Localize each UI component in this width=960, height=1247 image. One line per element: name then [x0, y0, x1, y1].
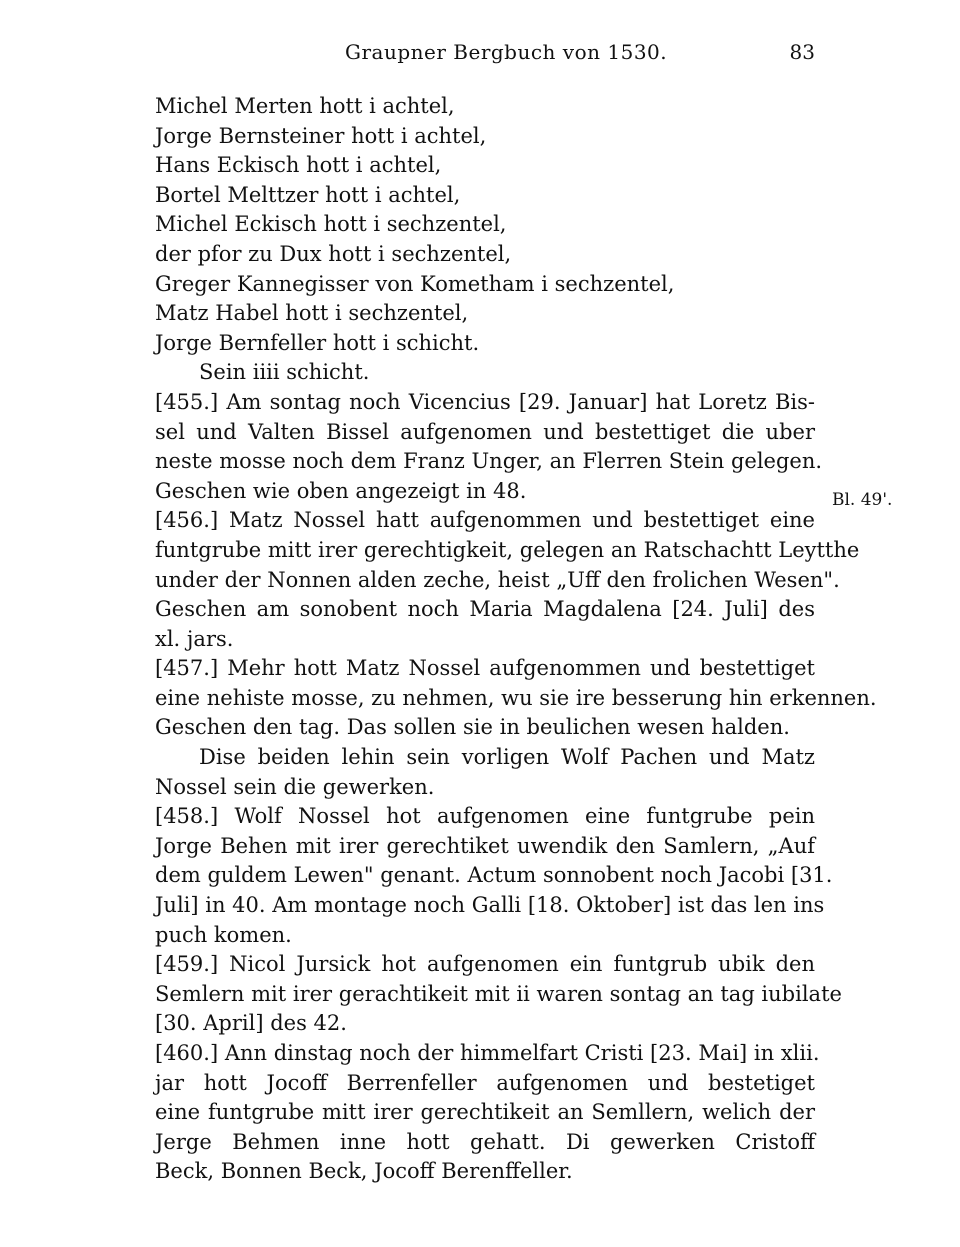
text-line: Beck, Bonnen Beck, Jocoff Berenffeller.	[155, 1159, 573, 1184]
text-line: Dise beiden lehin sein vorligen Wolf Pachen und Matz	[199, 745, 815, 770]
entry-460-line: [460.] Ann dinstag noch der himmelfart Cristi [23. Mai] in xlii.	[155, 1041, 820, 1065]
page-header-title: Graupner Bergbuch von 1530.	[345, 40, 668, 64]
text-line: [30. April] des 42.	[155, 1011, 347, 1036]
entry-459-line: [459.] Nicol Jursick hot aufgenomen ein funtgrub ubik den	[155, 952, 815, 977]
text-line: Michel Eckisch hott i sechzentel,	[155, 212, 507, 237]
text-line: puch komen.	[155, 922, 292, 947]
text-line: neste mosse noch dem Franz Unger, an Flerren Stein gelegen.	[155, 449, 823, 474]
text-line: Michel Merten hott i achtel,	[155, 94, 455, 118]
text-line: Jorge Bernsteiner hott i achtel,	[155, 123, 487, 148]
text-line: Semlern mit irer gerachtikeit mit ii waren sontag an tag iubilate	[155, 981, 842, 1006]
text-line: Geschen den tag. Das sollen sie in beulichen wesen halden.	[155, 715, 790, 740]
margin-note-folio: Bl. 49'.	[832, 490, 893, 510]
text-line: funtgrube mitt irer gerechtigkeit, gelegen an Ratschachtt Leytthe	[155, 537, 860, 562]
text-line: Juli] in 40. Am montage noch Galli [18. Oktober] ist das len ins	[155, 893, 825, 918]
text-line: Nossel sein die gewerken.	[155, 774, 435, 799]
text-line: jar hott Jocoff Berrenfeller aufgenomen und bestetiget	[155, 1070, 815, 1095]
entry-455-line: [455.] Am sontag noch Vicencius [29. Januar] hat Loretz Bis-	[155, 389, 815, 414]
text-line: under der Nonnen alden zeche, heist „Uff den frolichen Wesen".	[155, 567, 840, 592]
entry-456-line: [456.] Matz Nossel hatt aufgenommen und bestettiget eine	[155, 508, 815, 533]
text-line: Greger Kannegisser von Kometham i sechzentel,	[155, 271, 675, 296]
text-line: Sein iiii schicht.	[199, 360, 370, 385]
running-header	[155, 40, 815, 72]
entry-458-line: [458.] Wolf Nossel hot aufgenomen eine funtgrube pein	[155, 804, 815, 829]
text-line: Jorge Bernfeller hott i schicht.	[155, 330, 480, 355]
text-line: Bortel Melttzer hott i achtel,	[155, 182, 461, 207]
text-line: sel und Valten Bissel aufgenomen und bestettiget die uber	[155, 419, 815, 444]
page-number: 83	[789, 40, 815, 64]
text-line: dem guldem Lewen" genant. Actum sonnobent noch Jacobi [31.	[155, 863, 833, 888]
text-line: Geschen wie oben angezeigt in 48.	[155, 478, 527, 503]
text-line: xl. jars.	[155, 626, 234, 651]
text-line: Hans Eckisch hott i achtel,	[155, 153, 442, 178]
entry-457-line: [457.] Mehr hott Matz Nossel aufgenommen und bestettiget	[155, 656, 815, 681]
text-line: Geschen am sonobent noch Maria Magdalena [24. Juli] des	[155, 597, 815, 622]
text-line: Matz Habel hott i sechzentel,	[155, 301, 469, 326]
text-line: eine funtgrube mitt irer gerechtikeit an Semllern, welich der	[155, 1100, 815, 1125]
text-line: der pfor zu Dux hott i sechzentel,	[155, 241, 512, 266]
text-line: Jorge Behen mit irer gerechtiket uwendik den Samlern, „Auf	[155, 833, 815, 858]
text-line: eine nehiste mosse, zu nehmen, wu sie ire besserung hin erkennen.	[155, 685, 877, 710]
text-line: Jerge Behmen inne hott gehatt. Di gewerken Cristoff	[155, 1129, 815, 1154]
